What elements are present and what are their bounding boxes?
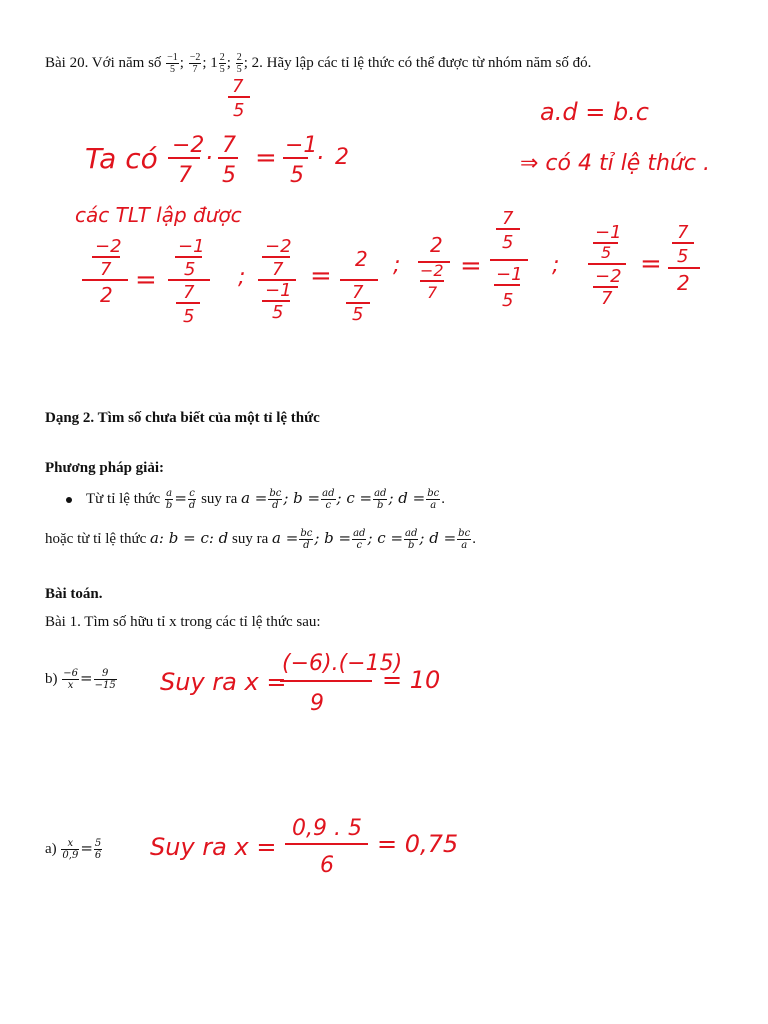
svg-text:5: 5	[502, 290, 514, 311]
svg-text:;: ;	[393, 253, 401, 278]
method-heading: Phương pháp giải:	[45, 460, 165, 476]
svg-text:2: 2	[355, 247, 368, 271]
a-numerator: 0,9 . 5	[292, 816, 362, 841]
note-num: 7	[232, 76, 244, 97]
b-denominator: 9	[310, 691, 324, 716]
b-suy-ra: Suy ra x =	[160, 668, 287, 696]
exercise-20-statement: Bài 20. Với năm số $\frac{-1}{5}$ ; $\frac{-2}{7}$ ; 1 $\frac{2}{5}$ ; $\frac{2}{5}$ ; 2. Hãy lập các tỉ lệ thức có thể được từ nhóm năm số đó.	[45, 52, 592, 75]
section-dang-2-title: Dạng 2. Tìm số chưa biết của một tỉ lệ thức	[45, 410, 320, 426]
ta-co-text: Ta có	[85, 142, 158, 175]
number-2: 2	[251, 54, 260, 71]
svg-text:=: =	[135, 265, 157, 295]
fraction-2-5-b: $\frac{2}{5}$	[236, 52, 242, 75]
p1-r-num: −1	[178, 236, 205, 257]
method-bullet: Từ tỉ lệ thức $\frac{a}{b}$ = $\frac{c}{d}$ suy ra a = $\frac{bc}{d}$ ; b = $\frac{ad}{c}$ ; c = $\frac{ad}{b}$ ; d = $\frac{bc}{a}$ .	[66, 488, 445, 511]
svg-text:−2: −2	[420, 261, 444, 280]
svg-text:7: 7	[272, 259, 284, 280]
mixed-whole: 1	[210, 54, 218, 71]
eq-1: =	[255, 143, 277, 173]
svg-text:5: 5	[184, 259, 196, 280]
p1-top-num: −2	[95, 236, 122, 257]
exercise-20-prefix: Bài 20. Với năm số	[45, 54, 162, 71]
problem-a: a) $\frac{x}{0,9}$ = $\frac{5}{6}$	[45, 838, 102, 862]
svg-text:7: 7	[427, 283, 438, 302]
p1-top-den: 7	[100, 259, 112, 280]
svg-text:2: 2	[677, 271, 690, 295]
exercise-20-suffix: . Hãy lập các tỉ lệ thức có thể được từ nhóm năm số đó.	[259, 54, 592, 71]
svg-text:;: ;	[238, 265, 246, 290]
dot-2: ·	[316, 144, 324, 172]
svg-text:7: 7	[352, 282, 364, 303]
svg-text:5: 5	[352, 304, 364, 325]
ad-bc-formula: a.d = b.c	[540, 98, 649, 126]
ta-co-frac1-den: 7	[178, 163, 192, 188]
fraction-neg2-7: $\frac{-2}{7}$	[189, 52, 201, 75]
a-denominator: 6	[320, 853, 334, 878]
a-result: = 0,75	[377, 830, 459, 858]
ta-co-two: 2	[335, 145, 349, 170]
ta-co-frac3-num: −1	[285, 133, 318, 158]
svg-text:5: 5	[183, 306, 195, 327]
svg-text:5: 5	[502, 232, 514, 253]
bai-1-statement: Bài 1. Tìm số hữu tỉ x trong các tỉ lệ thức sau:	[45, 614, 321, 630]
svg-text:−1: −1	[595, 222, 622, 243]
cac-tlt-label: các TLT lập được	[75, 203, 242, 227]
svg-text:7: 7	[183, 282, 195, 303]
handwritten-solution-20	[0, 0, 768, 330]
b-numerator: (−6).(−15)	[282, 651, 403, 676]
handwritten-solution-bai1	[0, 630, 768, 890]
svg-text:2: 2	[430, 233, 443, 257]
ta-co-frac2-den: 5	[222, 163, 236, 188]
method-alt-line: hoặc từ tỉ lệ thức a: b = c: d suy ra a = $\frac{bc}{d}$ ; b = $\frac{ad}{c}$ ; c = $\frac{ad}{b}$ ; d = $\frac{bc}{a}$ .	[45, 528, 476, 552]
bullet-dot	[66, 497, 72, 503]
ta-co-frac1-num: −2	[172, 133, 205, 158]
svg-text:=: =	[640, 249, 662, 279]
p1-bottom: 2	[100, 283, 113, 307]
p2-l-num: −2	[265, 236, 292, 257]
svg-text:−1: −1	[265, 280, 292, 301]
svg-text:=: =	[460, 251, 482, 281]
svg-text:7: 7	[601, 288, 613, 309]
four-proportions-note: ⇒ có 4 tỉ lệ thức .	[520, 151, 710, 176]
svg-text:5: 5	[601, 243, 612, 262]
bai-toan-title: Bài toán.	[45, 586, 103, 602]
b-result: = 10	[382, 666, 441, 694]
svg-text:5: 5	[677, 246, 689, 267]
ta-co-frac2-num: 7	[222, 133, 236, 158]
fraction-neg1-5: $\frac{-1}{5}$	[167, 52, 178, 75]
problem-b: b) $\frac{-6}{x}$ = $\frac{9}{-15}$	[45, 668, 116, 692]
a-suy-ra: Suy ra x =	[150, 833, 277, 861]
svg-text:−1: −1	[496, 264, 523, 285]
svg-text:5: 5	[272, 302, 284, 323]
ta-co-frac3-den: 5	[290, 163, 304, 188]
dot-1: ·	[205, 144, 213, 172]
svg-text:;: ;	[552, 253, 560, 278]
fraction-2-5-a: $\frac{2}{5}$	[219, 52, 225, 75]
note-den: 5	[233, 100, 245, 121]
svg-text:−2: −2	[595, 266, 622, 287]
svg-text:=: =	[310, 261, 332, 291]
svg-text:7: 7	[502, 208, 514, 229]
svg-text:7: 7	[677, 222, 689, 243]
